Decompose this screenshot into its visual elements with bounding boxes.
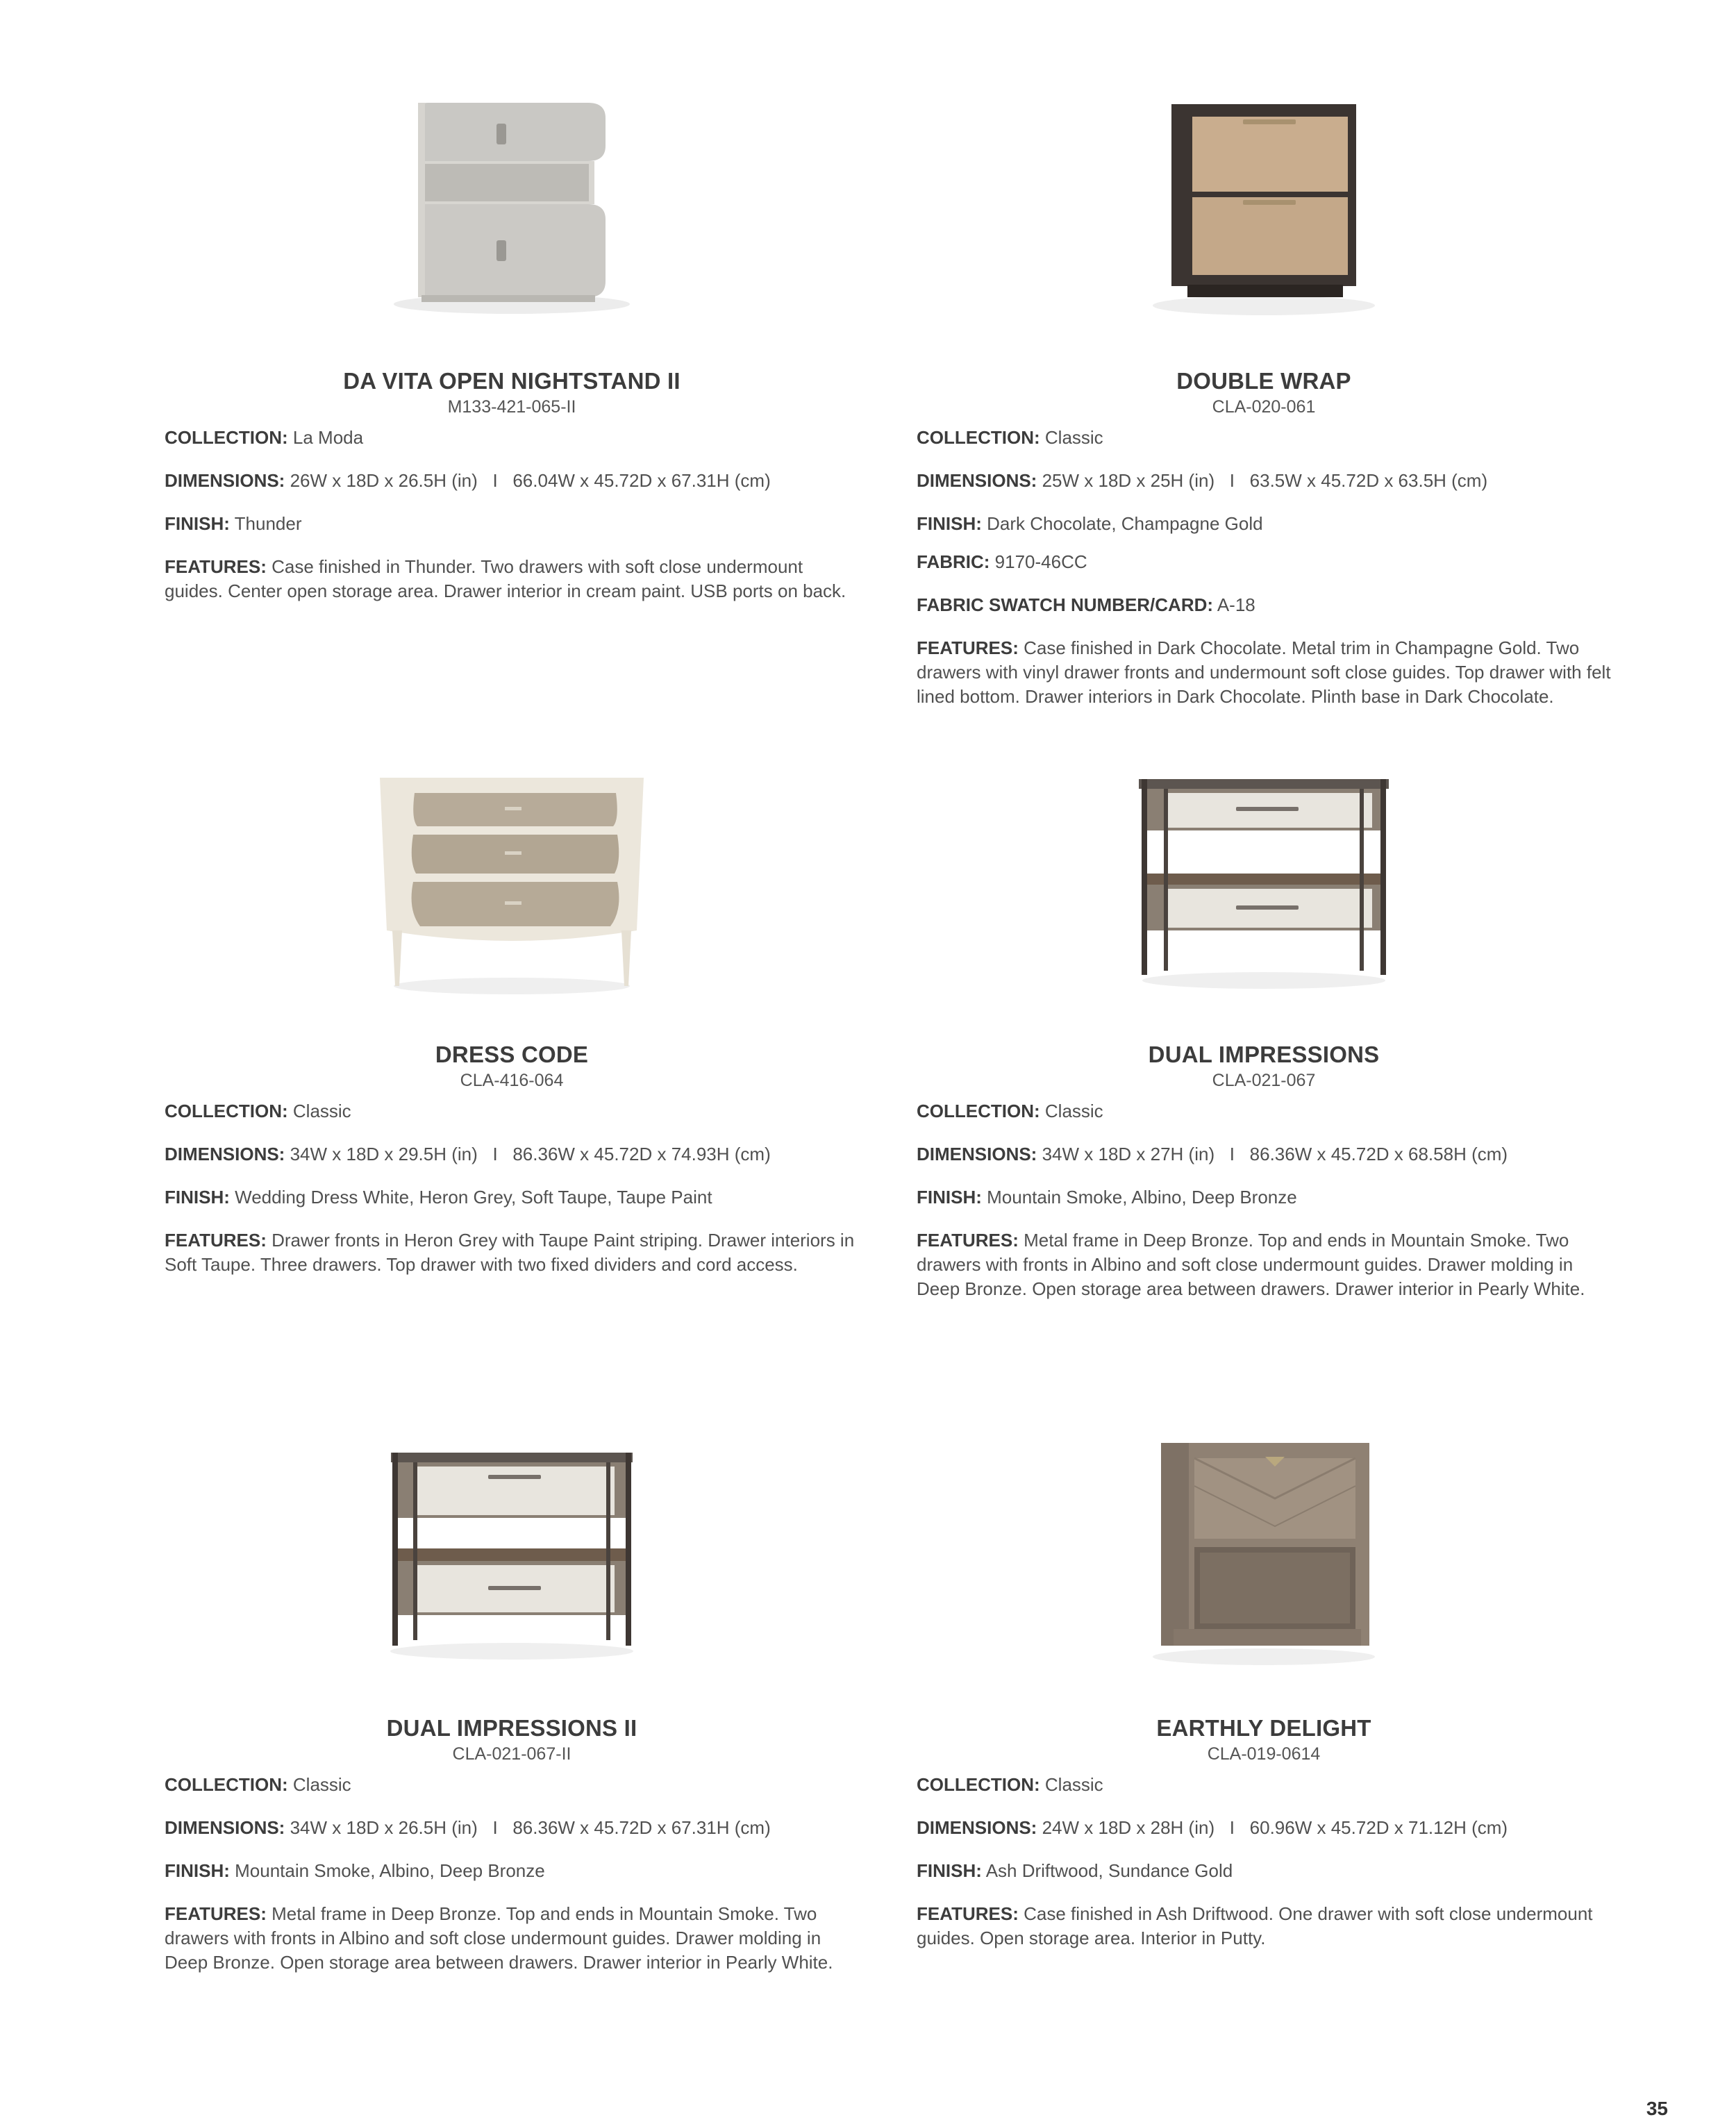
- collection-value: Classic: [292, 1774, 351, 1795]
- finish-value: Ash Driftwood, Sundance Gold: [985, 1860, 1233, 1881]
- product-title: EARTHLY DELIGHT: [1156, 1715, 1371, 1741]
- dimensions-label: DIMENSIONS:: [165, 470, 285, 491]
- product-title: DUAL IMPRESSIONS: [1148, 1042, 1380, 1067]
- product-sku: CLA-021-067-II: [452, 1744, 571, 1764]
- collection-label: COLLECTION:: [165, 427, 288, 448]
- features-field: [917, 1902, 1611, 1950]
- product-image: [1104, 757, 1424, 1035]
- product-sku: CLA-020-061: [1212, 397, 1316, 417]
- collection-value: Classic: [1044, 427, 1103, 448]
- collection-field: [165, 426, 859, 450]
- collection-label: COLLECTION:: [917, 427, 1040, 448]
- dimensions-field: [917, 1816, 1611, 1840]
- dimensions-label: DIMENSIONS:: [165, 1144, 285, 1164]
- finish-label: FINISH:: [917, 1860, 982, 1881]
- dimensions-field: [917, 1142, 1611, 1167]
- features-value: Drawer fronts in Heron Grey with Taupe Paint striping. Drawer interiors in Soft Taupe. Three drawers. Top drawer with two fixed dividers and cord access.: [165, 1230, 855, 1275]
- dimensions-value: 26W x 18D x 26.5H (in) I 66.04W x 45.72D x 67.31H (cm): [290, 470, 771, 491]
- product-image: [1104, 1430, 1424, 1708]
- product-da-vita-open-nightstand-ii: [165, 83, 859, 603]
- dimensions-value: 34W x 18D x 29.5H (in) I 86.36W x 45.72D x 74.93H (cm): [290, 1144, 771, 1164]
- dimensions-value: 34W x 18D x 27H (in) I 86.36W x 45.72D x 68.58H (cm): [1042, 1144, 1508, 1164]
- finish-value: Mountain Smoke, Albino, Deep Bronze: [987, 1187, 1297, 1208]
- product-dress-code: [165, 757, 859, 1277]
- product-double-wrap: [917, 83, 1611, 709]
- finish-field: [917, 1859, 1611, 1883]
- finish-label: FINISH:: [165, 1187, 230, 1208]
- product-title: DUAL IMPRESSIONS II: [386, 1715, 637, 1741]
- features-value: Case finished in Dark Chocolate. Metal trim in Champagne Gold. Two drawers with vinyl drawer fronts and undermount soft close guides. Top drawer with felt lined bottom. Drawer interiors in Dark Chocolate. Plinth base in Dark Chocolate.: [917, 637, 1611, 707]
- finish-field: [165, 1185, 859, 1210]
- dimensions-field: [165, 469, 859, 493]
- product-image: [1104, 83, 1424, 361]
- collection-value: Classic: [1044, 1101, 1103, 1121]
- product-image: [352, 83, 671, 361]
- finish-label: FINISH:: [917, 1187, 982, 1208]
- finish-field: [165, 512, 859, 536]
- collection-label: COLLECTION:: [917, 1101, 1040, 1121]
- collection-label: COLLECTION:: [165, 1774, 288, 1795]
- finish-label: FINISH:: [165, 1860, 230, 1881]
- dimensions-label: DIMENSIONS:: [917, 1817, 1037, 1838]
- features-label: FEATURES:: [917, 1230, 1019, 1251]
- collection-label: COLLECTION:: [165, 1101, 288, 1121]
- collection-field: [917, 1773, 1611, 1797]
- collection-field: [165, 1099, 859, 1123]
- finish-value: Dark Chocolate, Champagne Gold: [987, 513, 1263, 534]
- features-value: Case finished in Thunder. Two drawers with soft close undermount guides. Center open storage area. Drawer interior in cream paint. USB ports on back.: [165, 556, 846, 601]
- features-label: FEATURES:: [165, 556, 267, 577]
- finish-field: [917, 512, 1611, 536]
- product-image: [352, 757, 671, 1035]
- features-label: FEATURES:: [165, 1230, 267, 1251]
- features-value: Case finished in Ash Driftwood. One drawer with soft close undermount guides. Open storage area. Interior in Putty.: [917, 1903, 1593, 1948]
- dimensions-value: 34W x 18D x 26.5H (in) I 86.36W x 45.72D x 67.31H (cm): [290, 1817, 771, 1838]
- dimensions-field: [165, 1816, 859, 1840]
- product-image: [352, 1430, 671, 1708]
- features-field: [165, 1228, 859, 1277]
- collection-value: Classic: [1044, 1774, 1103, 1795]
- fabric-label: FABRIC:: [917, 551, 990, 572]
- features-value: Metal frame in Deep Bronze. Top and ends in Mountain Smoke. Two drawers with fronts in Albino and soft close undermount guides. Drawer molding in Deep Bronze. Open storage area between drawers. Drawer interior in Pearly White.: [165, 1903, 833, 1973]
- finish-value: Thunder: [234, 513, 302, 534]
- features-field: [917, 1228, 1611, 1301]
- dimensions-field: [917, 469, 1611, 493]
- finish-field: [165, 1859, 859, 1883]
- swatch-field: [917, 593, 1611, 617]
- product-sku: CLA-416-064: [460, 1071, 564, 1090]
- product-title: DRESS CODE: [435, 1042, 589, 1067]
- dimensions-value: 24W x 18D x 28H (in) I 60.96W x 45.72D x 71.12H (cm): [1042, 1817, 1508, 1838]
- product-dual-impressions-ii: [165, 1430, 859, 1975]
- fabric-field: [917, 550, 1611, 574]
- product-sku: CLA-021-067: [1212, 1071, 1316, 1090]
- features-field: [165, 1902, 859, 1975]
- dimensions-label: DIMENSIONS:: [165, 1817, 285, 1838]
- dimensions-value: 25W x 18D x 25H (in) I 63.5W x 45.72D x 63.5H (cm): [1042, 470, 1488, 491]
- collection-value: La Moda: [292, 427, 364, 448]
- product-title: DOUBLE WRAP: [1176, 368, 1351, 394]
- finish-label: FINISH:: [917, 513, 982, 534]
- finish-value: Wedding Dress White, Heron Grey, Soft Taupe, Taupe Paint: [235, 1187, 712, 1208]
- finish-field: [917, 1185, 1611, 1210]
- product-sku: M133-421-065-II: [447, 397, 576, 417]
- collection-label: COLLECTION:: [917, 1774, 1040, 1795]
- features-label: FEATURES:: [165, 1903, 267, 1924]
- features-label: FEATURES:: [917, 1903, 1019, 1924]
- finish-value: Mountain Smoke, Albino, Deep Bronze: [235, 1860, 545, 1881]
- fabric-value: 9170-46CC: [994, 551, 1087, 572]
- features-label: FEATURES:: [917, 637, 1019, 658]
- swatch-value: A-18: [1217, 594, 1255, 615]
- features-value: Metal frame in Deep Bronze. Top and ends in Mountain Smoke. Two drawers with fronts in Albino and soft close undermount guides. Drawer molding in Deep Bronze. Open storage area between drawers. Drawer interior in Pearly White.: [917, 1230, 1585, 1299]
- collection-value: Classic: [292, 1101, 351, 1121]
- dimensions-field: [165, 1142, 859, 1167]
- collection-field: [165, 1773, 859, 1797]
- product-title: DA VITA OPEN NIGHTSTAND II: [343, 368, 681, 394]
- collection-field: [917, 1099, 1611, 1123]
- dimensions-label: DIMENSIONS:: [917, 1144, 1037, 1164]
- product-earthly-delight: [917, 1430, 1611, 1950]
- product-dual-impressions: [917, 757, 1611, 1301]
- dimensions-label: DIMENSIONS:: [917, 470, 1037, 491]
- finish-label: FINISH:: [165, 513, 230, 534]
- product-sku: CLA-019-0614: [1207, 1744, 1321, 1764]
- features-field: [917, 636, 1611, 709]
- swatch-label: FABRIC SWATCH NUMBER/CARD:: [917, 594, 1214, 615]
- features-field: [165, 555, 859, 603]
- page-number: 35: [1646, 2098, 1668, 2119]
- collection-field: [917, 426, 1611, 450]
